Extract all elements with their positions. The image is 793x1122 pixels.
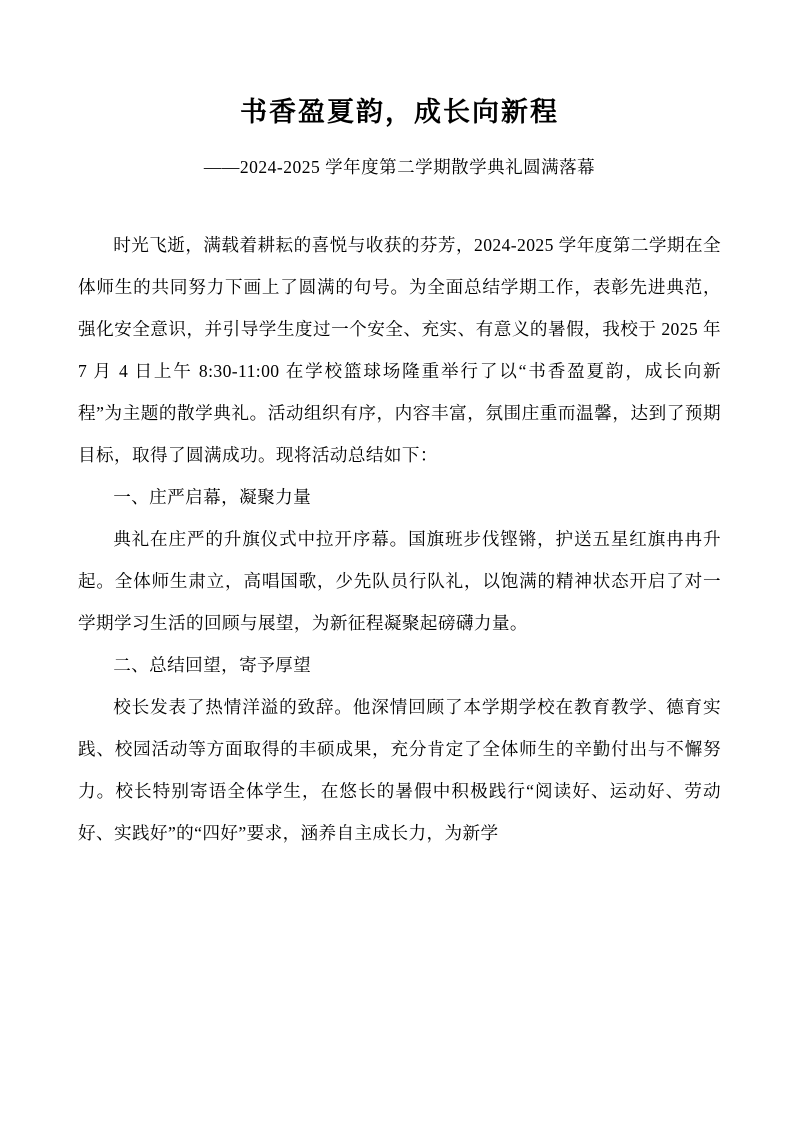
document-body (78, 224, 721, 854)
section-heading-two: 二、总结回望，寄予厚望 (113, 655, 312, 676)
section-heading-one: 一、庄严启幕，凝聚力量 (113, 487, 312, 508)
page-subtitle: ——2024-2025 学年度第二学期散学典礼圆满落幕 (203, 156, 596, 177)
page-title: 书香盈夏韵，成长向新程 (240, 97, 559, 128)
paragraph-section-two: 校长发表了热情洋溢的致辞。他深情回顾了本学期学校在教育教学、德育实践、校园活动等方面取得的丰硕成果，充分肯定了全体师生的辛勤付出与不懈努力。校长特别寄语全体学生，在悠长的暑假中积极践行“阅读好、运动好、劳动好、实践好”的“四好”要求，涵养自主成长力，为新学 (78, 697, 721, 844)
paragraph-intro: 时光飞逝，满载着耕耘的喜悦与收获的芬芳，2024-2025 学年度第二学期在全体师生的共同努力下画上了圆满的句号。为全面总结学期工作，表彰先进典范，强化安全意识，并引导学生度过一个安全、充实、有意义的暑假，我校于 2025 年 7 月 4 日上午 8:30-11:00 在学校篮球场隆重举行了以“书香盈夏韵，成长向新程”为主题的散学典礼。活动组织有序，内容丰富，氛围庄重而温馨，达到了预期目标，取得了圆满成功。现将活动总结如下： (78, 235, 721, 466)
paragraph-section-one: 典礼在庄严的升旗仪式中拉开序幕。国旗班步伐铿锵，护送五星红旗冉冉升起。全体师生肃立，高唱国歌，少先队员行队礼，以饱满的精神状态开启了对一学期学习生活的回顾与展望，为新征程凝聚起磅礴力量。 (78, 529, 721, 634)
